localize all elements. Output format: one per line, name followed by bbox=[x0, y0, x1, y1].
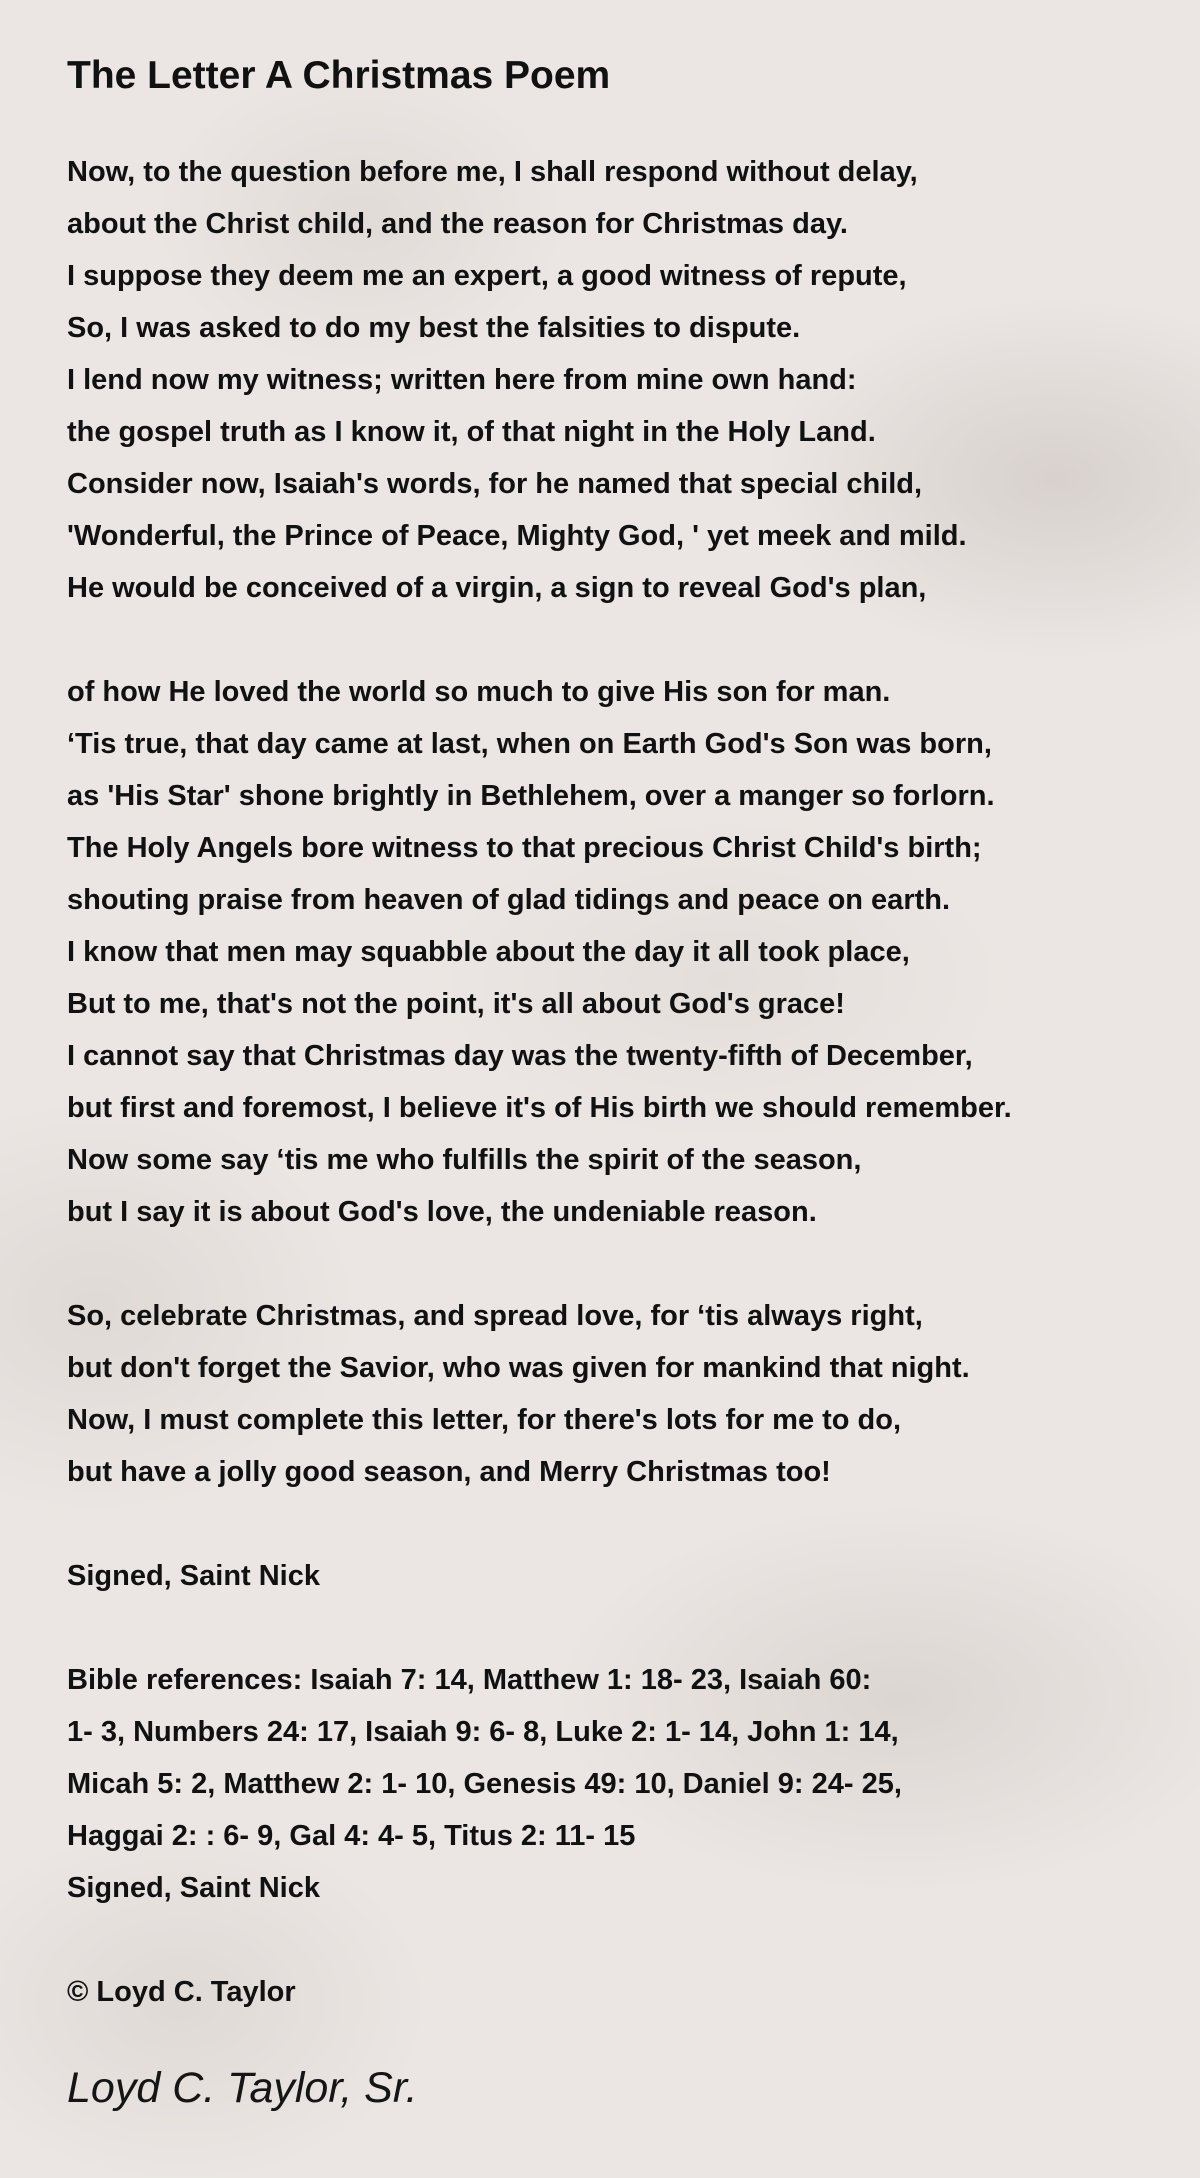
poem-title: The Letter A Christmas Poem bbox=[67, 54, 611, 97]
poem-line: He would be conceived of a virgin, a sign to reveal God's plan, bbox=[67, 572, 927, 604]
stanza-break bbox=[67, 1238, 1167, 1290]
signed-line: Signed, Saint Nick bbox=[67, 1560, 320, 1592]
poem-page bbox=[67, 44, 1167, 2118]
poem-line: I lend now my witness; written here from mine own hand: bbox=[67, 364, 857, 396]
bible-references-line: Bible references: Isaiah 7: 14, Matthew 1: 18- 23, Isaiah 60: bbox=[67, 1664, 872, 1696]
author-signature: Loyd C. Taylor, Sr. bbox=[67, 2064, 418, 2112]
copyright-notice: © Loyd C. Taylor bbox=[67, 1976, 296, 2008]
poem-line: as 'His Star' shone brightly in Bethlehem, over a manger so forlorn. bbox=[67, 780, 995, 812]
poem-line: 'Wonderful, the Prince of Peace, Mighty God, ' yet meek and mild. bbox=[67, 520, 967, 552]
poem-line: but first and foremost, I believe it's of His birth we should remember. bbox=[67, 1092, 1012, 1124]
stanza-break bbox=[67, 1498, 1167, 1550]
stanza-break bbox=[67, 614, 1167, 666]
poem-line: Now, I must complete this letter, for there's lots for me to do, bbox=[67, 1404, 902, 1436]
poem-line: ‘Tis true, that day came at last, when on Earth God's Son was born, bbox=[67, 728, 992, 760]
signed-line: Signed, Saint Nick bbox=[67, 1872, 320, 1904]
bible-references-line: Haggai 2: : 6- 9, Gal 4: 4- 5, Titus 2: 11- 15 bbox=[67, 1820, 636, 1852]
poem-line: but have a jolly good season, and Merry Christmas too! bbox=[67, 1456, 831, 1488]
poem-line: The Holy Angels bore witness to that precious Christ Child's birth; bbox=[67, 832, 982, 864]
poem-line: I cannot say that Christmas day was the twenty-fifth of December, bbox=[67, 1040, 973, 1072]
bible-references-line: Micah 5: 2, Matthew 2: 1- 10, Genesis 49: 10, Daniel 9: 24- 25, bbox=[67, 1768, 902, 1800]
poem-line: I suppose they deem me an expert, a good witness of repute, bbox=[67, 260, 907, 292]
poem-line: So, I was asked to do my best the falsities to dispute. bbox=[67, 312, 801, 344]
poem-line: Now, to the question before me, I shall respond without delay, bbox=[67, 156, 918, 188]
stanza-break bbox=[67, 1602, 1167, 1654]
poem-line: Now some say ‘tis me who fulfills the spirit of the season, bbox=[67, 1144, 862, 1176]
poem-line: but I say it is about God's love, the undeniable reason. bbox=[67, 1196, 817, 1228]
poem-line: shouting praise from heaven of glad tidings and peace on earth. bbox=[67, 884, 951, 916]
poem-line: but don't forget the Savior, who was given for mankind that night. bbox=[67, 1352, 970, 1384]
poem-line: the gospel truth as I know it, of that night in the Holy Land. bbox=[67, 416, 876, 448]
poem-line: But to me, that's not the point, it's all about God's grace! bbox=[67, 988, 845, 1020]
poem-line: Consider now, Isaiah's words, for he named that special child, bbox=[67, 468, 923, 500]
poem-line: I know that men may squabble about the day it all took place, bbox=[67, 936, 910, 968]
poem-body bbox=[67, 146, 1167, 1914]
poem-line: So, celebrate Christmas, and spread love, for ‘tis always right, bbox=[67, 1300, 923, 1332]
bible-references-line: 1- 3, Numbers 24: 17, Isaiah 9: 6- 8, Luke 2: 1- 14, John 1: 14, bbox=[67, 1716, 899, 1748]
poem-line: of how He loved the world so much to give His son for man. bbox=[67, 676, 891, 708]
poem-line: about the Christ child, and the reason for Christmas day. bbox=[67, 208, 848, 240]
